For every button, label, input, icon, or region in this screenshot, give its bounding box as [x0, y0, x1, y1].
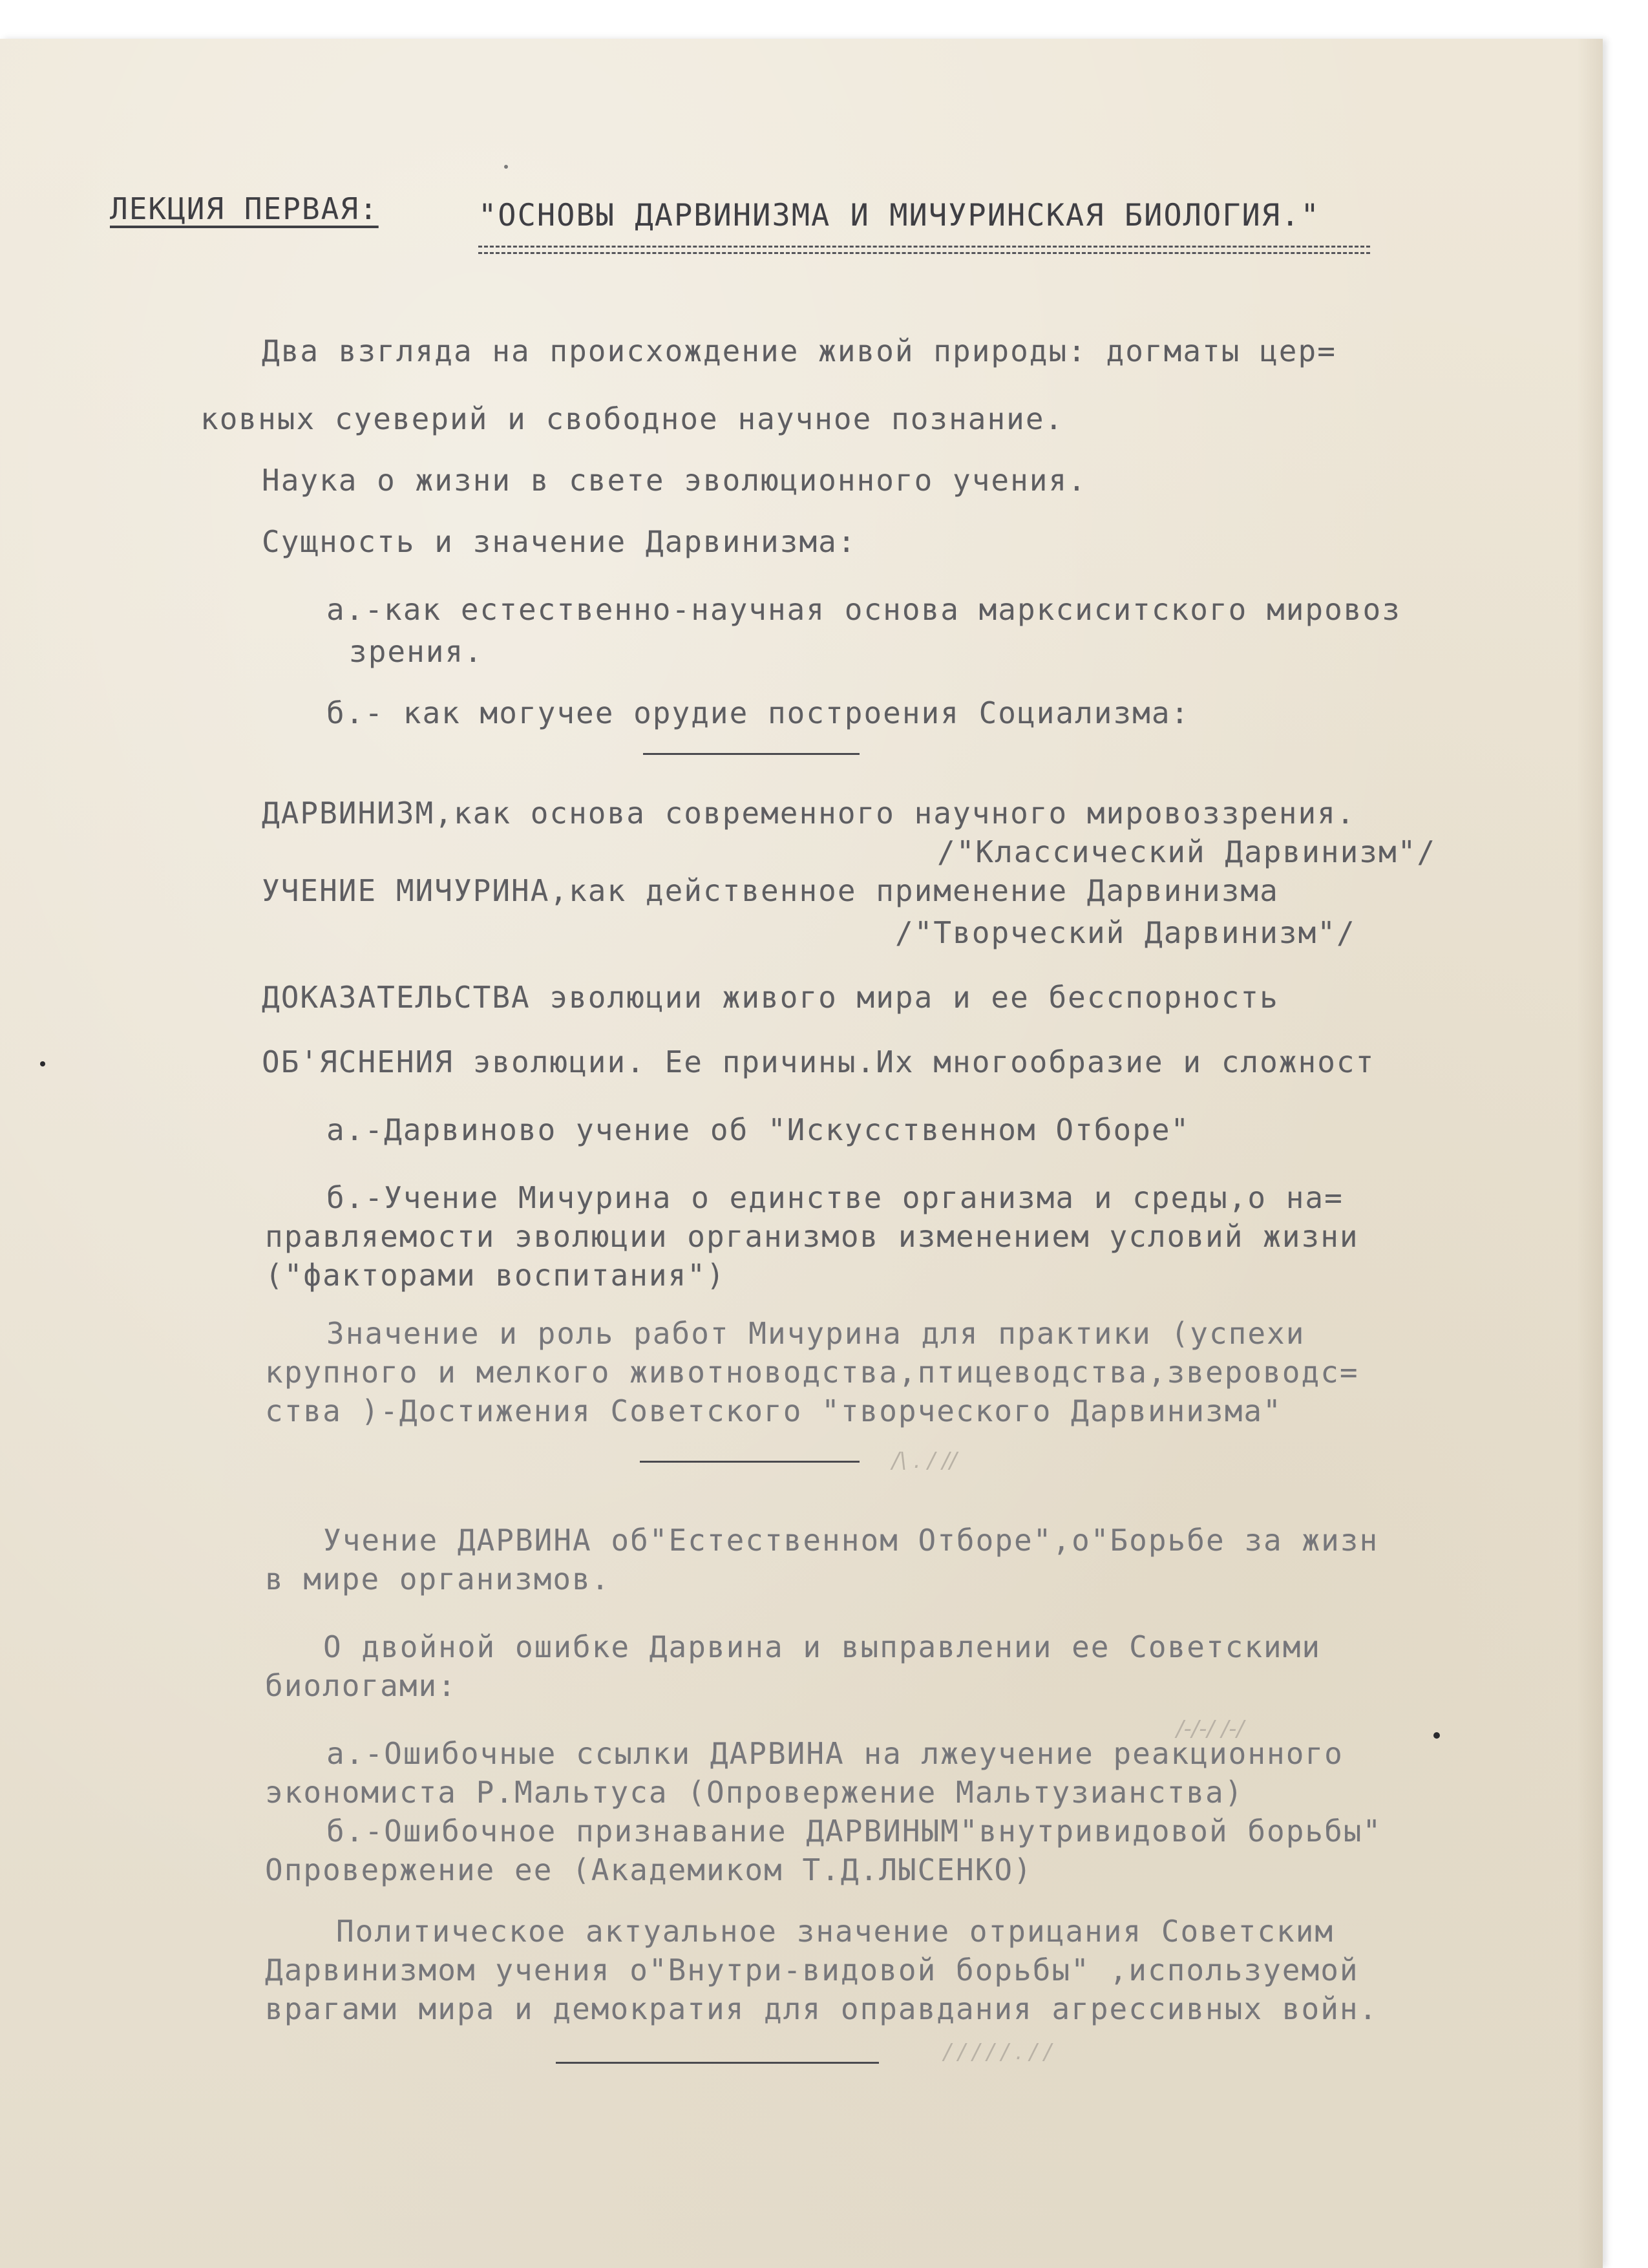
- pencil-mark-3: / / / / / . / /: [944, 2039, 1051, 2065]
- text-line-19: крупного и мелкого животноводства,птицеводства,звероводс=: [265, 1355, 1359, 1390]
- lecture-title-subject: "ОСНОВЫ ДАРВИНИЗМА И МИЧУРИНСКАЯ БИОЛОГИЯ.": [478, 198, 1320, 233]
- text-line-28: Опровержение ее (Академиком Т.Д.ЛЫСЕНКО): [265, 1852, 1033, 1887]
- text-line-13: ОБ'ЯСНЕНИЯ эволюции. Ее причины.Их многообразие и сложност: [262, 1044, 1375, 1079]
- text-line-10: УЧЕНИЕ МИЧУРИНА,как действенное применение Дарвинизма: [262, 873, 1279, 908]
- text-line-12: ДОКАЗАТЕЛЬСТВА эволюции живого мира и ее бесспорность: [262, 980, 1279, 1015]
- lecture-title-label: ЛЕКЦИЯ ПЕРВАЯ:: [110, 191, 379, 226]
- text-line-26: экономиста Р.Мальтуса (Опровержение Мальтузианства): [265, 1775, 1244, 1810]
- pencil-mark-2: /-/-/ /-/: [1176, 1716, 1244, 1742]
- text-line-22: в мире организмов.: [265, 1562, 611, 1596]
- text-line-5: а.-как естественно-научная основа марксиситского мировоз: [326, 592, 1401, 627]
- text-line-6: зрения.: [349, 634, 483, 669]
- ink-dot-3: [1433, 1732, 1440, 1739]
- text-line-24: биологами:: [265, 1668, 457, 1703]
- text-line-11: /"Творческий Дарвинизм"/: [895, 915, 1356, 950]
- title-double-underline: [478, 246, 1370, 254]
- text-line-31: врагами мира и демократия для оправдания агрессивных войн.: [265, 1991, 1379, 2026]
- text-line-23: О двойной ошибке Дарвина и выправлении ее Советскими: [323, 1629, 1322, 1664]
- text-line-20: ства )-Достижения Советского "творческого Дарвинизма": [265, 1394, 1282, 1428]
- text-line-2: ковных суеверий и свободное научное познание.: [200, 401, 1064, 436]
- text-line-25: а.-Ошибочные ссылки ДАРВИНА на лжеучение реакционного: [326, 1736, 1344, 1771]
- text-line-16: правляемости эволюции организмов изменением условий жизни: [265, 1219, 1359, 1254]
- section-divider-3: [556, 2062, 879, 2064]
- text-line-27: б.-Ошибочное признавание ДАРВИНЫМ"внутривидовой борьбы": [326, 1814, 1382, 1849]
- text-line-7: б.- как могучее орудие построения Социализма:: [326, 695, 1190, 730]
- text-line-21: Учение ДАРВИНА об"Естественном Отборе",о"Борьбе за жизн: [323, 1523, 1379, 1558]
- pencil-mark-1: /\ . / //: [892, 1448, 957, 1474]
- text-line-30: Дарвинизмом учения о"Внутри-видовой борьбы" ,используемой: [265, 1953, 1359, 1987]
- section-divider-1: [643, 753, 860, 755]
- text-line-8: ДАРВИНИЗМ,как основа современного научного мировоззрения.: [262, 796, 1356, 831]
- text-line-4: Сущность и значение Дарвинизма:: [262, 524, 857, 559]
- text-line-29: Политическое актуальное значение отрицания Советским: [336, 1914, 1335, 1949]
- text-line-18: Значение и роль работ Мичурина для практики (успехи: [326, 1316, 1305, 1351]
- ink-dot-2: [40, 1061, 45, 1066]
- text-line-9: /"Классический Дарвинизм"/: [937, 834, 1437, 869]
- ink-dot-1: [504, 165, 508, 169]
- text-line-17: ("факторами воспитания"): [265, 1258, 726, 1293]
- text-line-3: Наука о жизни в свете эволюционного учения.: [262, 463, 1087, 498]
- text-line-1: Два взгляда на происхождение живой природы: догматы цер=: [262, 334, 1336, 368]
- paper-sheet: [0, 39, 1603, 2268]
- text-line-14: а.-Дарвиново учение об "Искусственном Отборе": [326, 1112, 1190, 1147]
- text-line-15: б.-Учение Мичурина о единстве организма и среды,о на=: [326, 1180, 1344, 1215]
- section-divider-2: [640, 1461, 860, 1463]
